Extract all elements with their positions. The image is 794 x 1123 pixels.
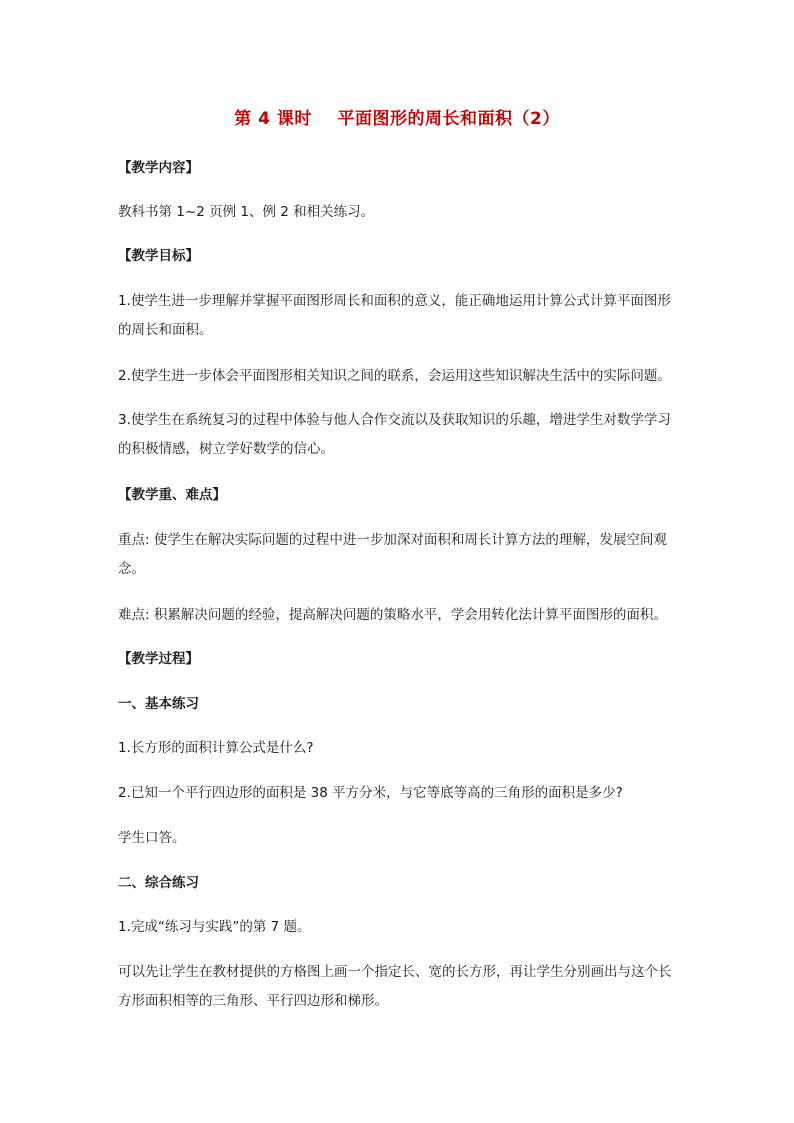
key-points-heading: 【教学重、难点】	[118, 487, 226, 503]
goals-heading: 【教学目标】	[118, 248, 199, 264]
goal-item-2: 2.使学生进一步体会平面图形相关知识之间的联系，会运用这些知识解决生活中的实际问题。	[118, 368, 671, 384]
content-text: 教科书第 1~2 页例 1、例 2 和相关练习。	[118, 204, 375, 220]
difficult-point-text: 难点: 积累解决问题的经验，提高解决问题的策略水平，学会用转化法计算平面图形的面积。	[118, 607, 667, 623]
basic-item-1: 1.长方形的面积计算公式是什么?	[118, 740, 314, 756]
comprehensive-practice-heading: 二、综合练习	[118, 875, 199, 891]
comprehensive-item-2: 可以先让学生在教材提供的方格图上画一个指定长、宽的长方形，再让学生分别画出与这个长方形面积相等的三角形、平行四边形和梯形。	[118, 964, 672, 1009]
goal-item-3: 3.使学生在系统复习的过程中体验与他人合作交流以及获取知识的乐趣，增进学生对数学学习的积极情感，树立学好数学的信心。	[118, 412, 671, 457]
content-heading: 【教学内容】	[118, 160, 199, 176]
key-point-text: 重点: 使学生在解决实际问题的过程中进一步加深对面积和周长计算方法的理解，发展空间观念。	[118, 532, 667, 577]
basic-practice-heading: 一、基本练习	[118, 696, 199, 712]
goal-item-1: 1.使学生进一步理解并掌握平面图形周长和面积的意义，能正确地运用计算公式计算平面图形的周长和面积。	[118, 293, 671, 338]
basic-item-2: 2.已知一个平行四边形的面积是 38 平方分米，与它等底等高的三角形的面积是多少?	[118, 785, 623, 801]
page-title: 第 4 课时 平面图形的周长和面积（2）	[234, 109, 560, 129]
comprehensive-item-1: 1.完成“练习与实践”的第 7 题。	[118, 919, 311, 935]
basic-item-3: 学生口答。	[118, 830, 186, 846]
process-heading: 【教学过程】	[118, 651, 199, 667]
